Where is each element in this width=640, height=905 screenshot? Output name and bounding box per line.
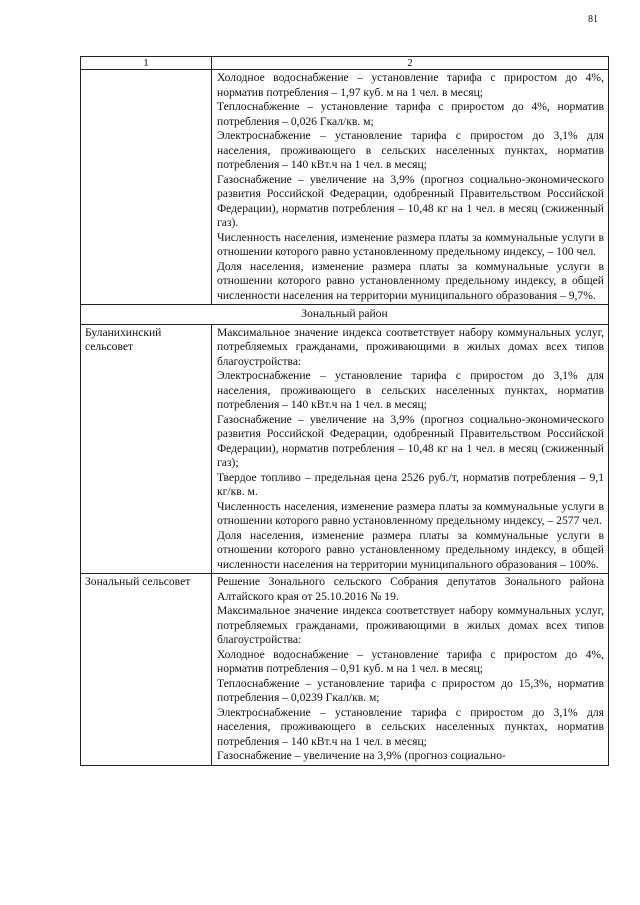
paragraph: Теплоснабжение – установление тарифа с приростом до 15,3%, норматив потребления – 0,0239 Гкал/кв. м; <box>217 676 604 704</box>
paragraph: Максимальное значение индекса соответствует набору коммунальных услуг, потребляемых гражданами, проживающими в жилых домах всех типов благоустройства: <box>217 604 604 646</box>
column-header-2: 2 <box>212 57 609 70</box>
section-row <box>81 305 609 325</box>
section-title: Зональный район <box>81 305 609 325</box>
paragraph: Доля населения, изменение размера платы за коммунальные услуги в отношении которого равно установленному предельному индексу, в общей численности населения на территории муниципального образования – 100%. <box>217 528 604 571</box>
municipality-name-cell <box>81 70 212 305</box>
municipality-name-cell: Буланихинский сельсовет <box>81 324 212 574</box>
paragraph: Максимальное значение индекса соответствует набору коммунальных услуг, потребляемых гражданами, проживающими в жилых домах всех типов благоустройства: <box>217 325 604 368</box>
table-header-row <box>81 57 609 70</box>
description-cell <box>212 324 609 574</box>
paragraph: Холодное водоснабжение – установление тарифа с приростом до 4%, норматив потребления – 0,91 куб. м на 1 чел. в месяц; <box>217 647 604 675</box>
paragraph: Численность населения, изменение размера платы за коммунальные услуги в отношении которого равно установленному предельному индексу, – 2577 чел. <box>217 499 604 527</box>
page-number: 81 <box>588 14 598 25</box>
paragraph: Теплоснабжение – установление тарифа с приростом до 4%, норматив потребления – 0,026 Гкал/кв. м; <box>217 100 604 128</box>
paragraph: Электроснабжение – установление тарифа с приростом до 3,1% для населения, проживающего в сельских населенных пунктах, норматив потребления – 140 кВт.ч на 1 чел. в месяц; <box>217 705 604 748</box>
paragraph: Газоснабжение – увеличение на 3,9% (прогноз социально-экономического развития Российской Федерации, одобренный Правительством Российской Федерации), норматив потребления – 10,48 кг на 1 чел. в месяц (сжиженный газ). <box>217 172 604 229</box>
paragraph: Доля населения, изменение размера платы за коммунальные услуги в отношении которого равно установленному предельному индексу, в общей численности населения на территории муниципального образования – 9,7%. <box>217 259 604 302</box>
description-cell <box>212 574 609 766</box>
paragraph: Электроснабжение – установление тарифа с приростом до 3,1% для населения, проживающего в сельских населенных пунктах, норматив потребления – 140 кВт.ч на 1 чел. в месяц; <box>217 369 604 411</box>
paragraph: Холодное водоснабжение – установление тарифа с приростом до 4%, норматив потребления – 1,97 куб. м на 1 чел. в месяц; <box>217 71 604 99</box>
content-table <box>80 56 609 766</box>
municipality-name-cell: Зональный сельсовет <box>81 574 212 766</box>
table-row <box>81 324 609 574</box>
table-row <box>81 574 609 766</box>
paragraph: Решение Зонального сельского Собрания депутатов Зонального района Алтайского края от 25.10.2016 № 19. <box>217 575 604 603</box>
paragraph: Газоснабжение – увеличение на 3,9% (прогноз социально-экономического развития Российской Федерации, одобренный Правительством Российской Федерации), норматив потребления – 10,48 кг на 1 чел. в месяц (сжиженный газ); <box>217 412 604 469</box>
paragraph: Численность населения, изменение размера платы за коммунальные услуги в отношении которого равно установленному предельному индексу, – 100 чел. <box>217 230 604 258</box>
paragraph: Газоснабжение – увеличение на 3,9% (прогноз социально- <box>217 749 506 762</box>
paragraph: Электроснабжение – установление тарифа с приростом до 3,1% для населения, проживающего в сельских населенных пунктах, норматив потребления – 140 кВт.ч на 1 чел. в месяц; <box>217 129 604 171</box>
column-header-1: 1 <box>81 57 212 70</box>
description-cell <box>212 70 609 305</box>
paragraph: Твердое топливо – предельная цена 2526 руб./т, норматив потребления – 9,1 кг/кв. м. <box>217 470 604 498</box>
table-row <box>81 70 609 305</box>
